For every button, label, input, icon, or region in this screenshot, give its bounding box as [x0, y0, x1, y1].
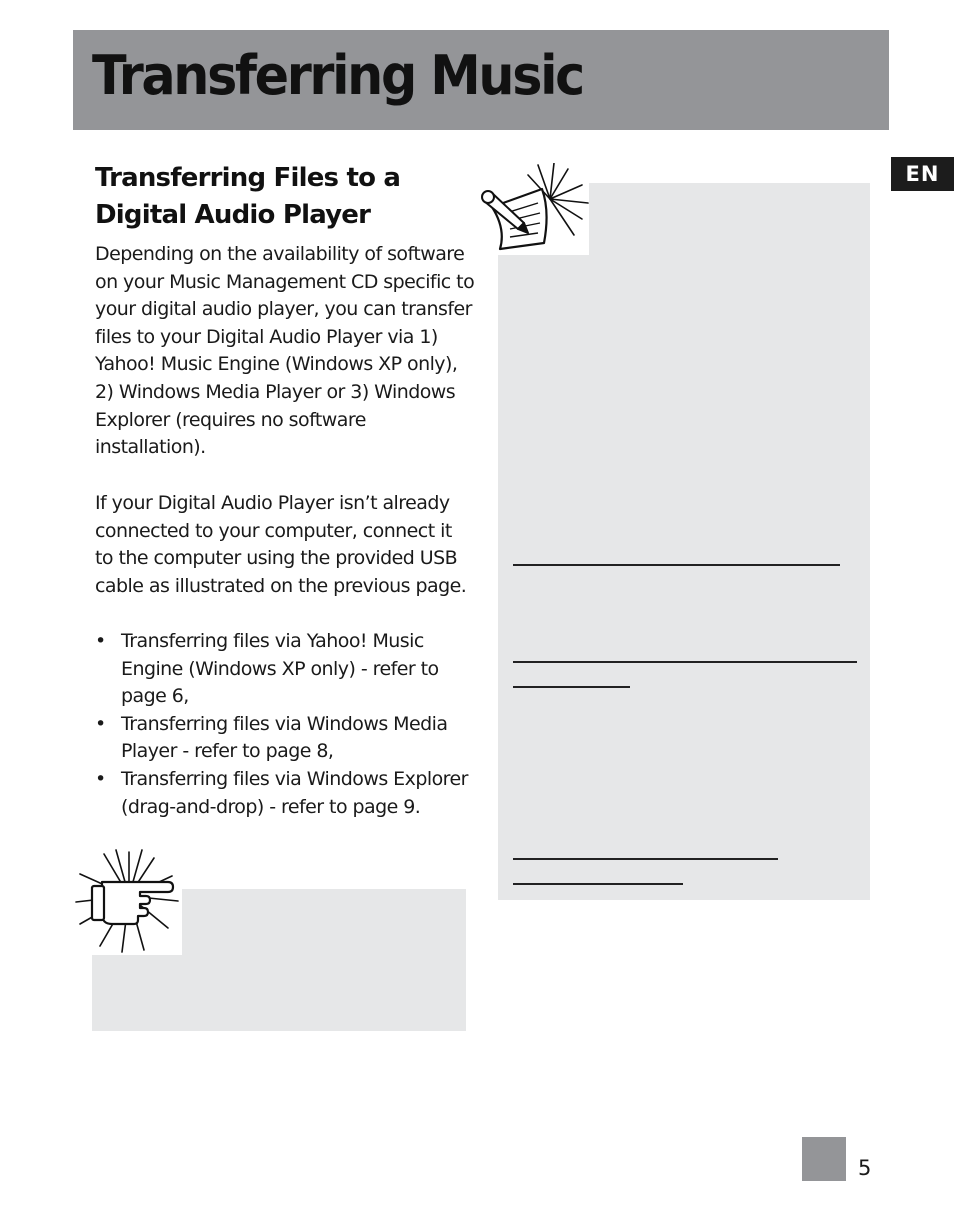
list-item: • Transferring files via Yahoo! Music Engine (Windows XP only) - refer to page 6,	[95, 628, 475, 711]
section-heading	[95, 160, 475, 234]
section-heading-line1: Transferring Files to a	[95, 163, 401, 193]
pen-and-paper-icon	[478, 163, 589, 255]
list-item: • Transferring files via Windows Explorer (drag-and-drop) - refer to page 9.	[95, 766, 475, 821]
divider-rule	[513, 883, 683, 885]
title-bar	[73, 30, 889, 130]
divider-rule	[513, 858, 778, 860]
page-number: 5	[858, 1156, 872, 1180]
transfer-options-list	[95, 628, 475, 821]
language-tab: EN	[891, 157, 954, 191]
page-title: Transferring Music	[92, 44, 583, 107]
page-number-marker	[802, 1137, 846, 1181]
divider-rule	[513, 564, 840, 566]
list-item: • Transferring files via Windows Media Player - refer to page 8,	[95, 711, 475, 766]
pointing-hand-icon	[72, 846, 182, 955]
divider-rule	[513, 661, 857, 663]
section-heading-line2: Digital Audio Player	[95, 200, 371, 230]
intro-paragraph: Depending on the availability of software on your Music Management CD specific to your digital audio player, you can transfer files to your Digital Audio Player via 1) Yahoo! Music Engine (Windows XP only), 2) Windows Media Player or 3) Windows Explorer (requires no software installation).	[95, 243, 475, 459]
divider-rule	[513, 686, 630, 688]
connect-paragraph: If your Digital Audio Player isn’t already connected to your computer, connect it to the computer using the provided USB cable as illustrated on the previous page.	[95, 492, 467, 597]
note-box	[498, 183, 870, 900]
